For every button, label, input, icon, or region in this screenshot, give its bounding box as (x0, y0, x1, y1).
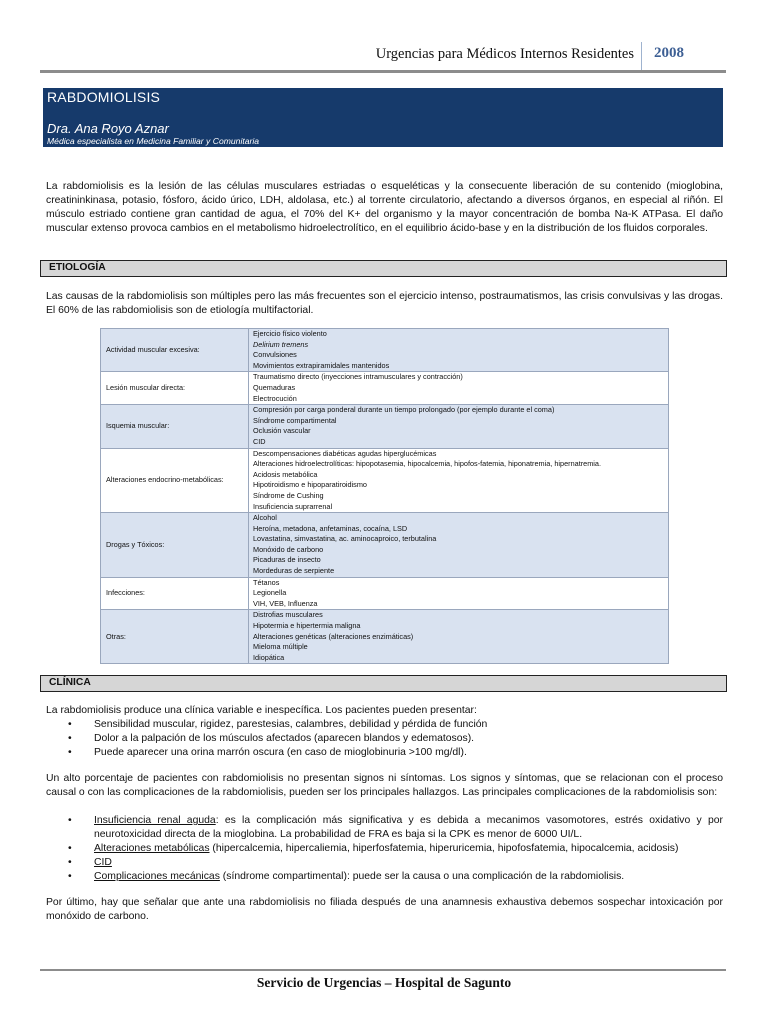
table-row (101, 372, 669, 405)
section-heading-label: ETIOLOGÍA (49, 262, 106, 273)
clinica-paragraph-2: Un alto porcentaje de pacientes con rabdomiolisis no presentan signos ni síntomas. Los signos y síntomas, que se relacionan con el proceso causal o con las complicaciones de la rabdomiolisis, pueden ser los principales hallazgos. Las principales complicaciones de la rabdomiolisis son: (46, 773, 723, 798)
etiology-item: Mieloma múltiple (253, 642, 308, 652)
footer-rule (40, 969, 726, 971)
table-row (101, 513, 669, 578)
etiology-item: Distrofias musculares (253, 610, 323, 620)
complication-term: Insuficiencia renal aguda (94, 815, 216, 826)
etiologia-paragraph: Las causas de la rabdomiolisis son múltiples pero las más frecuentes son el ejercicio intenso, postraumatismos, las crisis convulsivas y las drogas. El 60% de las rabdomiolisis son de etiología multifactorial. (46, 291, 723, 316)
etiology-item: Oclusión vascular (253, 426, 311, 436)
etiology-category: Alteraciones endocrino-metabólicas: (101, 448, 249, 513)
etiology-items (249, 513, 669, 578)
etiology-items (249, 405, 669, 448)
etiology-category: Isquemia muscular: (101, 405, 249, 448)
etiology-table (100, 328, 669, 664)
etiology-items (249, 329, 669, 372)
etiology-item: Hipotiroidismo e hipoparatiroidismo (253, 480, 367, 490)
list-item (46, 842, 723, 856)
etiology-item: Idiopática (253, 652, 285, 662)
etiology-item: Mordeduras de serpiente (253, 566, 335, 576)
table-row (101, 329, 669, 372)
etiology-item: Insuficiencia suprarrenal (253, 501, 333, 511)
complication-term: Complicaciones mecánicas (94, 871, 220, 882)
etiology-category: Lesión muscular directa: (101, 372, 249, 405)
etiology-item: Monóxido de carbono (253, 544, 324, 554)
etiology-item: Alteraciones genéticas (alteraciones enzimáticas) (253, 631, 414, 641)
author-name: Dra. Ana Royo Aznar (47, 121, 169, 136)
etiology-items (249, 610, 669, 664)
etiology-items (249, 577, 669, 610)
etiology-items (249, 448, 669, 513)
etiology-item: Convulsiones (253, 350, 297, 360)
page-header (40, 42, 726, 70)
page-footer: Servicio de Urgencias – Hospital de Sagunto (256, 975, 512, 990)
etiology-item: Heroína, metadona, anfetaminas, cocaína, LSD (253, 523, 408, 533)
etiology-item: Lovastatina, simvastatina, ac. aminocaproico, terbutalina (253, 534, 437, 544)
complication-list (46, 814, 723, 884)
author-role: Médica especialista en Medicina Familiar y Comunitaria (47, 136, 260, 146)
etiology-item: Hipotermia e hipertermia maligna (253, 621, 361, 631)
etiology-item: CID (253, 436, 266, 446)
title-banner (43, 88, 723, 147)
list-item: • Dolor a la palpación de los músculos afectados (aparecen blandos y edematosos). (46, 732, 723, 746)
table-row (101, 405, 669, 448)
etiology-item: Movimientos extrapiramidales mantenidos (253, 360, 390, 370)
etiology-items (249, 372, 669, 405)
clinica-paragraph-3: Por último, hay que señalar que ante una rabdomiolisis no filiada después de una anamnesis exhaustiva debemos sospechar intoxicación por monóxido de carbono. (46, 897, 723, 922)
etiology-item: Acidosis metabólica (253, 469, 318, 479)
header-separator (641, 42, 642, 70)
list-item (46, 814, 723, 842)
list-item (46, 856, 723, 870)
etiology-category: Otras: (101, 610, 249, 664)
etiology-category: Actividad muscular excesiva: (101, 329, 249, 372)
section-heading-label: CLÍNICA (49, 677, 91, 688)
list-item: • Sensibilidad muscular, rigidez, parestesias, calambres, debilidad y pérdida de función (46, 718, 723, 732)
list-item: • Puede aparecer una orina marrón oscura (en caso de mioglobinuria >100 mg/dl). (46, 746, 723, 760)
header-title: Urgencias para Médicos Internos Residentes (375, 46, 634, 62)
etiology-item: Alteraciones hidroelectrolíticas: hipopotasemia, hipocalcemia, hipofos-fatemia, hiponatremia, hipernatremia. (253, 459, 601, 469)
etiology-item: Electrocución (253, 393, 297, 403)
complication-term: CID (94, 857, 112, 868)
etiology-item: VIH, VEB, Influenza (253, 598, 318, 608)
etiology-item: Delirium tremens (253, 339, 309, 349)
complication-text: : es la complicación más significativa y es debida a mecanimos vasomotores, estrés oxidativo y por neurotoxicidad directa de la mioglobina. La probabilidad de FRA es baja si la CPK es menor de 6000 UI/L. (94, 815, 723, 840)
etiology-item: Traumatismo directo (inyecciones intramusculares y contracción) (253, 372, 463, 382)
section-heading-clinica (40, 675, 727, 692)
etiology-item: Legionella (253, 588, 287, 598)
etiology-category: Drogas y Tóxicos: (101, 513, 249, 578)
etiology-item: Síndrome de Cushing (253, 490, 324, 500)
clinica-intro: La rabdomiolisis produce una clínica variable e inespecífica. Los pacientes pueden presentar: (46, 705, 477, 716)
etiology-item: Ejercicio físico violento (253, 329, 327, 338)
header-year: 2008 (654, 45, 684, 61)
etiology-item: Compresión por carga ponderal durante un tiempo prolongado (por ejemplo durante el coma) (253, 405, 555, 415)
etiology-item: Tétanos (253, 577, 280, 587)
section-heading-etiologia (40, 260, 727, 277)
etiology-item: Alcohol (253, 513, 277, 523)
etiology-item: Descompensaciones diabéticas agudas hiperglucémicas (253, 448, 437, 458)
etiology-item: Quemaduras (253, 382, 296, 392)
document-title: RABDOMIOLISIS (47, 89, 161, 105)
complication-text: (hipercalcemia, hipercaliemia, hiperfosfatemia, hiperuricemia, hipofosfatemia, hipocalcemia, acidosis) (209, 843, 679, 854)
symptom-list (46, 718, 723, 760)
etiology-item: Síndrome compartimental (253, 415, 337, 425)
complication-text: (síndrome compartimental): puede ser la causa o una complicación de la rabdomiolisis. (219, 871, 625, 882)
list-item (46, 870, 723, 884)
table-row (101, 577, 669, 610)
table-row (101, 610, 669, 664)
etiology-category: Infecciones: (101, 577, 249, 610)
complication-term: Alteraciones metabólicas (94, 843, 210, 854)
etiology-item: Picaduras de insecto (253, 555, 321, 565)
header-rule (40, 70, 726, 73)
intro-paragraph: La rabdomiolisis es la lesión de las células musculares estriadas o esqueléticas y la consecuente liberación de su contenido (mioglobina, creatininkinasa, potasio, fósforo, ácido úrico, LDH, aldolasa, etc.) al torrente circulatorio, afectando a diversos órganos, en especial al riñón. El músculo estriado contiene gran cantidad de agua, el 70% del K+ del organismo y la mayor concentración de bomba Na-K ATPasa. El daño muscular extenso provoca cambios en el metabolismo hidroelectrolítico, en el equilibrio ácido-base y en la distribución de los fluidos corporales. (46, 181, 723, 234)
table-row (101, 448, 669, 513)
